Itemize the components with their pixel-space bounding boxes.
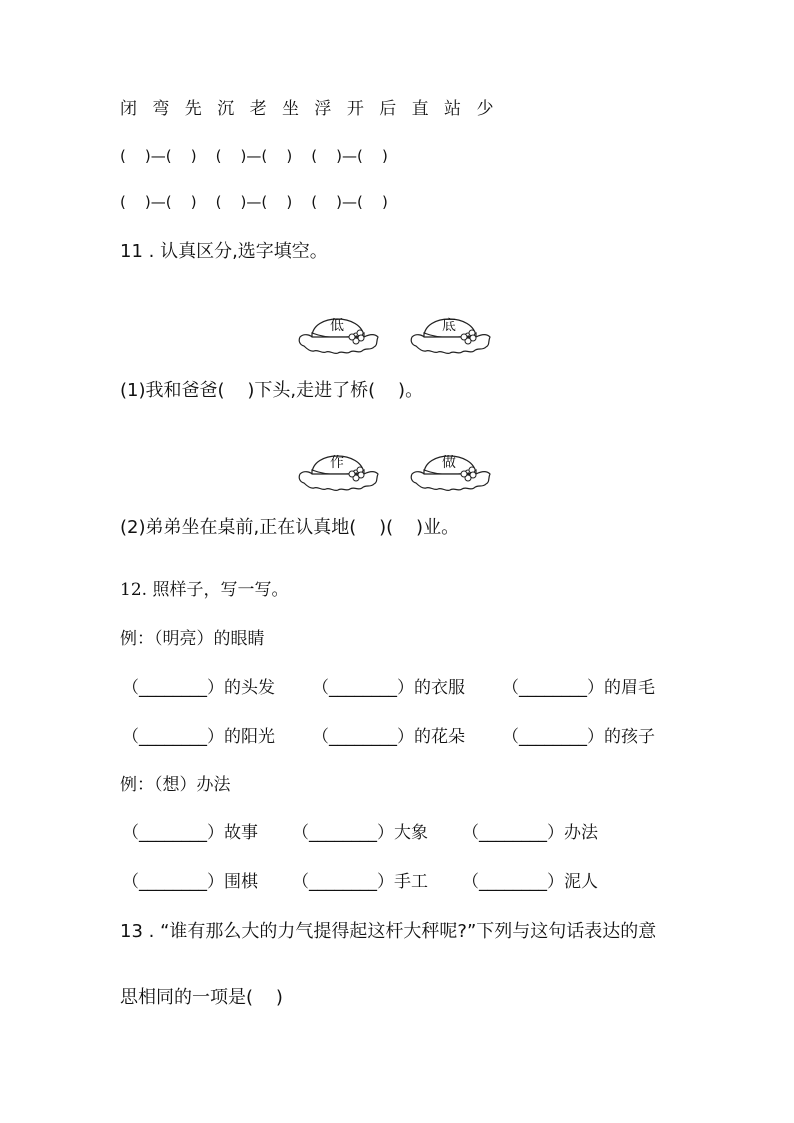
fill-blank-item: （________）故事 — [122, 823, 258, 843]
fill-blank-item: （________）的花朵 — [312, 727, 465, 747]
hat-character: 做 — [442, 455, 456, 471]
fill-blank-item: （________）手工 — [292, 872, 428, 892]
fill-blank-item: （________）的头发 — [122, 678, 275, 698]
question-12-example-2: 例：（想）办法 — [120, 775, 231, 795]
fill-blank-item: （________）的阳光 — [122, 727, 275, 747]
question-11-title: 11 . 认真区分,选字填空。 — [120, 241, 328, 262]
hat-character: 低 — [330, 318, 344, 334]
fill-blank-item: （________）办法 — [462, 823, 598, 843]
fill-blank-item: （________）围棋 — [122, 872, 258, 892]
question-11-sentence-1: (1)我和爸爸( )下头,走进了桥( )。 — [120, 380, 424, 401]
question-13-line-1: 13 . “谁有那么大的力气提得起这杆大秤呢?”下列与这句话表达的意 — [120, 921, 657, 942]
fill-blank-item: （________）的眉毛 — [502, 678, 655, 698]
question-12-example-1: 例：（明亮）的眼睛 — [120, 629, 265, 649]
fill-blank-item: （________）大象 — [292, 823, 428, 843]
hat-option-di-bottom — [410, 303, 492, 355]
question-13-line-2: 思相同的一项是( ) — [120, 987, 283, 1008]
fill-blank-item: （________）的衣服 — [312, 678, 465, 698]
hat-option-zuo-make — [298, 440, 380, 492]
antonym-pair-row-1: ( )—( ) ( )—( ) ( )—( ) — [120, 147, 388, 165]
fill-blank-item: （________）泥人 — [462, 872, 598, 892]
hat-character: 作 — [330, 455, 344, 471]
question-12-title: 12. 照样子，写一写。 — [120, 580, 289, 600]
character-list: 闭 弯 先 沉 老 坐 浮 开 后 直 站 少 — [120, 99, 499, 119]
question-11-sentence-2: (2)弟弟坐在桌前,正在认真地( )( )业。 — [120, 517, 460, 538]
hat-character: 底 — [442, 318, 456, 334]
fill-blank-item: （________）的孩子 — [502, 727, 655, 747]
antonym-pair-row-2: ( )—( ) ( )—( ) ( )—( ) — [120, 193, 388, 211]
hat-option-di-low — [298, 303, 380, 355]
hat-option-zuo-do — [410, 440, 492, 492]
